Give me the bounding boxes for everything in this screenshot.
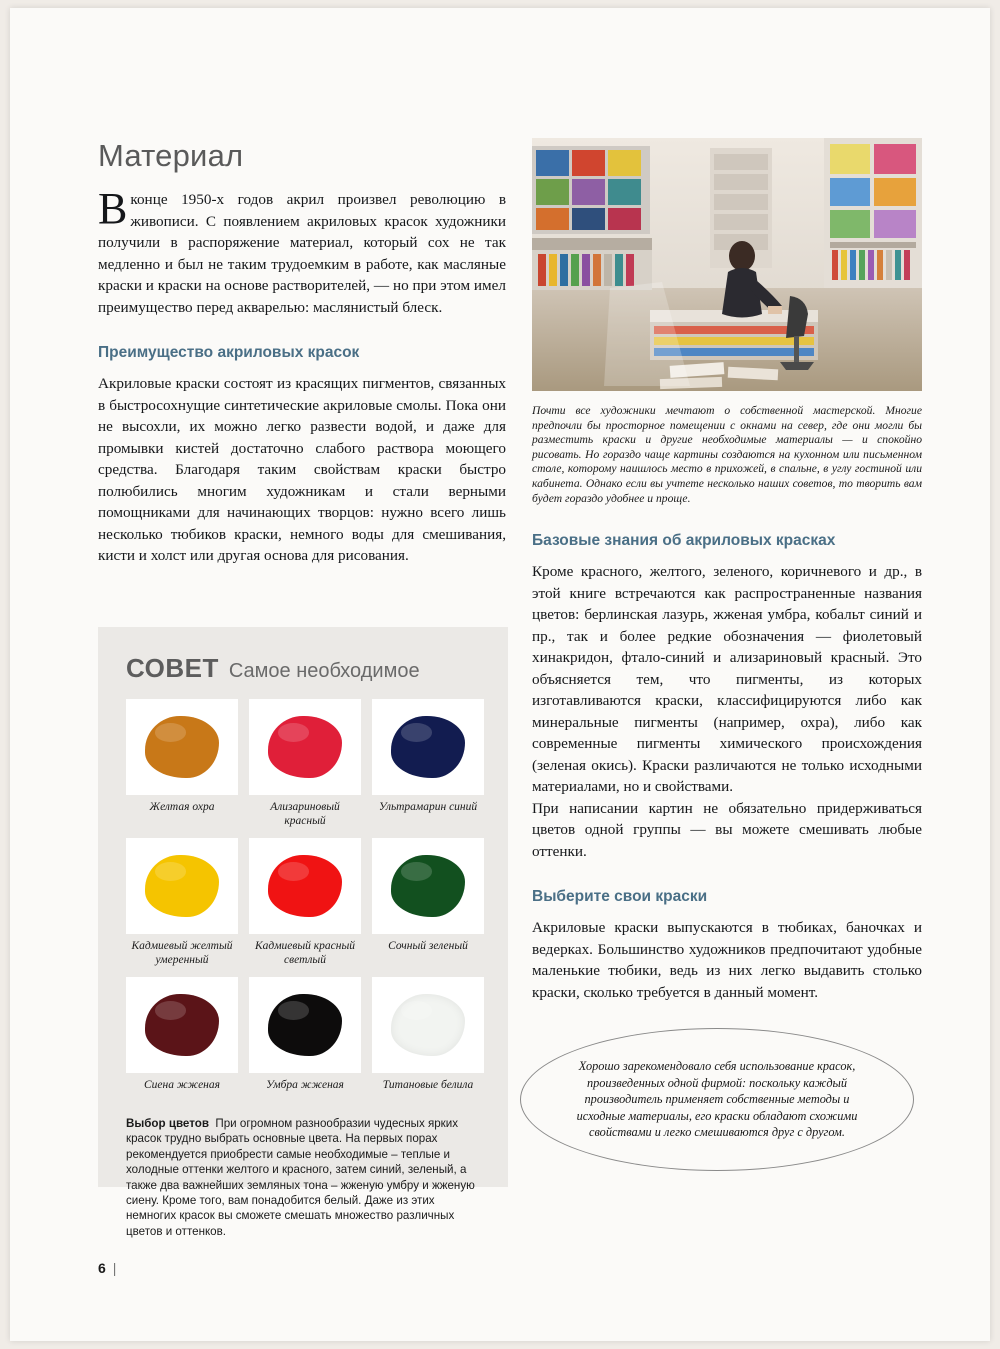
swatch-item [372, 977, 484, 1096]
swatch-tile [249, 838, 361, 934]
photo-caption: Почти все художники мечтают о собственной мастерской. Многие предпочли бы просторное помещении с окнами на север, где они могли бы разместить краски и другие необходимые материалы — и спокойно рисовать. Но гораздо чаще картины создаются на кухонном или письменном столе, которому наишлось место в прихожей, в спальне, в углу гостиной или кабинета. Однако если вы учтете несколько наших советов, то творить вам будет гораздо удобнее и проще. [532, 404, 922, 505]
page-sheet [10, 8, 990, 1341]
swatch-item [249, 977, 361, 1096]
tip-box-footnote [126, 1116, 482, 1239]
tip-box [98, 627, 508, 1238]
paint-blob-icon [268, 716, 342, 778]
section-text-basics: Кроме красного, желтого, зеленого, коричневого и др., в этой книге встречаются как распространенные названия цветов: берлинская лазурь, жженая умбра, кобальт синий и пр., так и более редкие обозначения — фиолетовый хинакридон, фтало-синий и ализариновый красный. Это объясняется тем, что пигменты, из которых изготавливаются краски, классифицируются либо как минеральные пигменты (например, охра), либо как современные пигменты химического происхождения (зеленая окись). Краски различаются не только исходными материалами, но и свойствами. [532, 563, 922, 796]
paint-blob-icon [391, 716, 465, 778]
swatch-item [372, 838, 484, 971]
swatch-item [126, 977, 238, 1096]
swatch-item [249, 699, 361, 832]
paint-blob-icon [391, 994, 465, 1056]
swatch-tile [249, 699, 361, 795]
tip-box-heading [126, 653, 420, 684]
section-text-advantages: Акриловые краски состоят из красящих пигментов, связанных в быстросохнущие синтетические акриловые смолы. Пока они не высохли, их можно легко развести водой, и даже для промывки кистей достаточно слабого раствора моющего средства. Благодаря таким свойствам краски быстро полюбились многим художникам и стали верными помощниками для начинающих творцов: нужно всего лишь несколько тюбиков краски, немного воды для смешивания, кисти и холст или другая основа для рисования. [98, 375, 506, 565]
intro-text: конце 1950-х годов акрил произвел революцию в живописи. С появлением акриловых красок художники получили в распоряжение материал, который сох не так медленно и был не таким трудоемким в работе, как масляные краски и краски на основе растворителей, — но при этом имел преимущество перед акварелью: маслянистый блеск. [98, 191, 506, 316]
paint-blob-icon [145, 716, 219, 778]
swatch-label: Кадмиевый желтый умеренный [131, 940, 233, 966]
section-heading-choose: Выберите свои краски [532, 888, 708, 906]
right-column [532, 138, 922, 1003]
section-heading-basics: Базовые знания об акриловых красках [532, 532, 836, 550]
swatch-label: Сочный зеленый [388, 940, 468, 952]
page-number: 6 [98, 1260, 106, 1276]
swatch-tile [126, 838, 238, 934]
tip-box-footnote-text: При огромном разнообразии чудесных ярких красок трудно выбрать основные цвета. На первых порах рекомендуется приобрести самые необходимые – теплые и холодные оттенки желтого и красного, затем синий, зеленый, а также два важнейших земляных тона – жженую умбру и жженую сиену. Кроме того, вам понадобится белый. Даже из этих немногих красок вы сможете смешать множество различных цветов и оттенков. [126, 1117, 475, 1238]
swatch-label: Желтая охра [149, 801, 215, 813]
swatch-tile [126, 977, 238, 1073]
swatch-item [126, 699, 238, 832]
paint-blob-icon [268, 855, 342, 917]
color-swatch-grid [126, 699, 482, 1096]
swatch-tile [372, 838, 484, 934]
section-text-choose: Акриловые краски выпускаются в тюбиках, баночках и ведерках. Большинство художников предпочитают удобные маленькие тюбики, ведь из них легко выдавить столько краски, сколько требуется в данный момент. [532, 919, 922, 1001]
swatch-label: Ультрамарин синий [378, 801, 478, 813]
section-text-basics-2: При написании картин не обязательно придерживаться цветов одной группы — вы можете смешивать любые оттенки. [532, 799, 922, 860]
swatch-label: Кадмиевый красный светлый [254, 940, 356, 966]
studio-photo [532, 138, 922, 391]
footer-divider: | [112, 1260, 117, 1276]
oval-note-text: Хорошо зарекомендовало себя использование красок, произведенных одной фирмой: поскольку каждый производитель применяет собственные методы и исходные материалы, его краски обладают схожими свойствами и легко смешиваются друг с другом. [576, 1059, 858, 1140]
swatch-tile [372, 977, 484, 1073]
paint-blob-icon [145, 855, 219, 917]
tip-box-heading-sub: Самое необходимое [228, 660, 420, 682]
swatch-label: Ализариновый красный [270, 801, 340, 827]
swatch-tile [126, 699, 238, 795]
intro-paragraph [98, 184, 506, 318]
drop-cap: В [98, 184, 128, 234]
studio-photo-illustration [532, 138, 922, 391]
swatch-tile [249, 977, 361, 1073]
swatch-item [126, 838, 238, 971]
paint-blob-icon [145, 994, 219, 1056]
swatch-label: Сиена жженая [143, 1079, 220, 1091]
swatch-tile [372, 699, 484, 795]
paint-blob-icon [391, 855, 465, 917]
section-heading-advantages: Преимущество акриловых красок [98, 344, 360, 362]
swatch-item [249, 838, 361, 971]
left-column [98, 138, 506, 567]
page-footer [98, 1260, 116, 1276]
paint-blob-icon [268, 994, 342, 1056]
tip-box-footnote-label: Выбор цветов [126, 1117, 209, 1130]
oval-note [520, 1028, 914, 1171]
swatch-label: Титановые белила [382, 1079, 474, 1091]
swatch-label: Умбра жженая [266, 1079, 344, 1091]
swatch-item [372, 699, 484, 832]
page-title: Материал [98, 138, 244, 173]
tip-box-heading-main: СОВЕТ [126, 653, 219, 683]
